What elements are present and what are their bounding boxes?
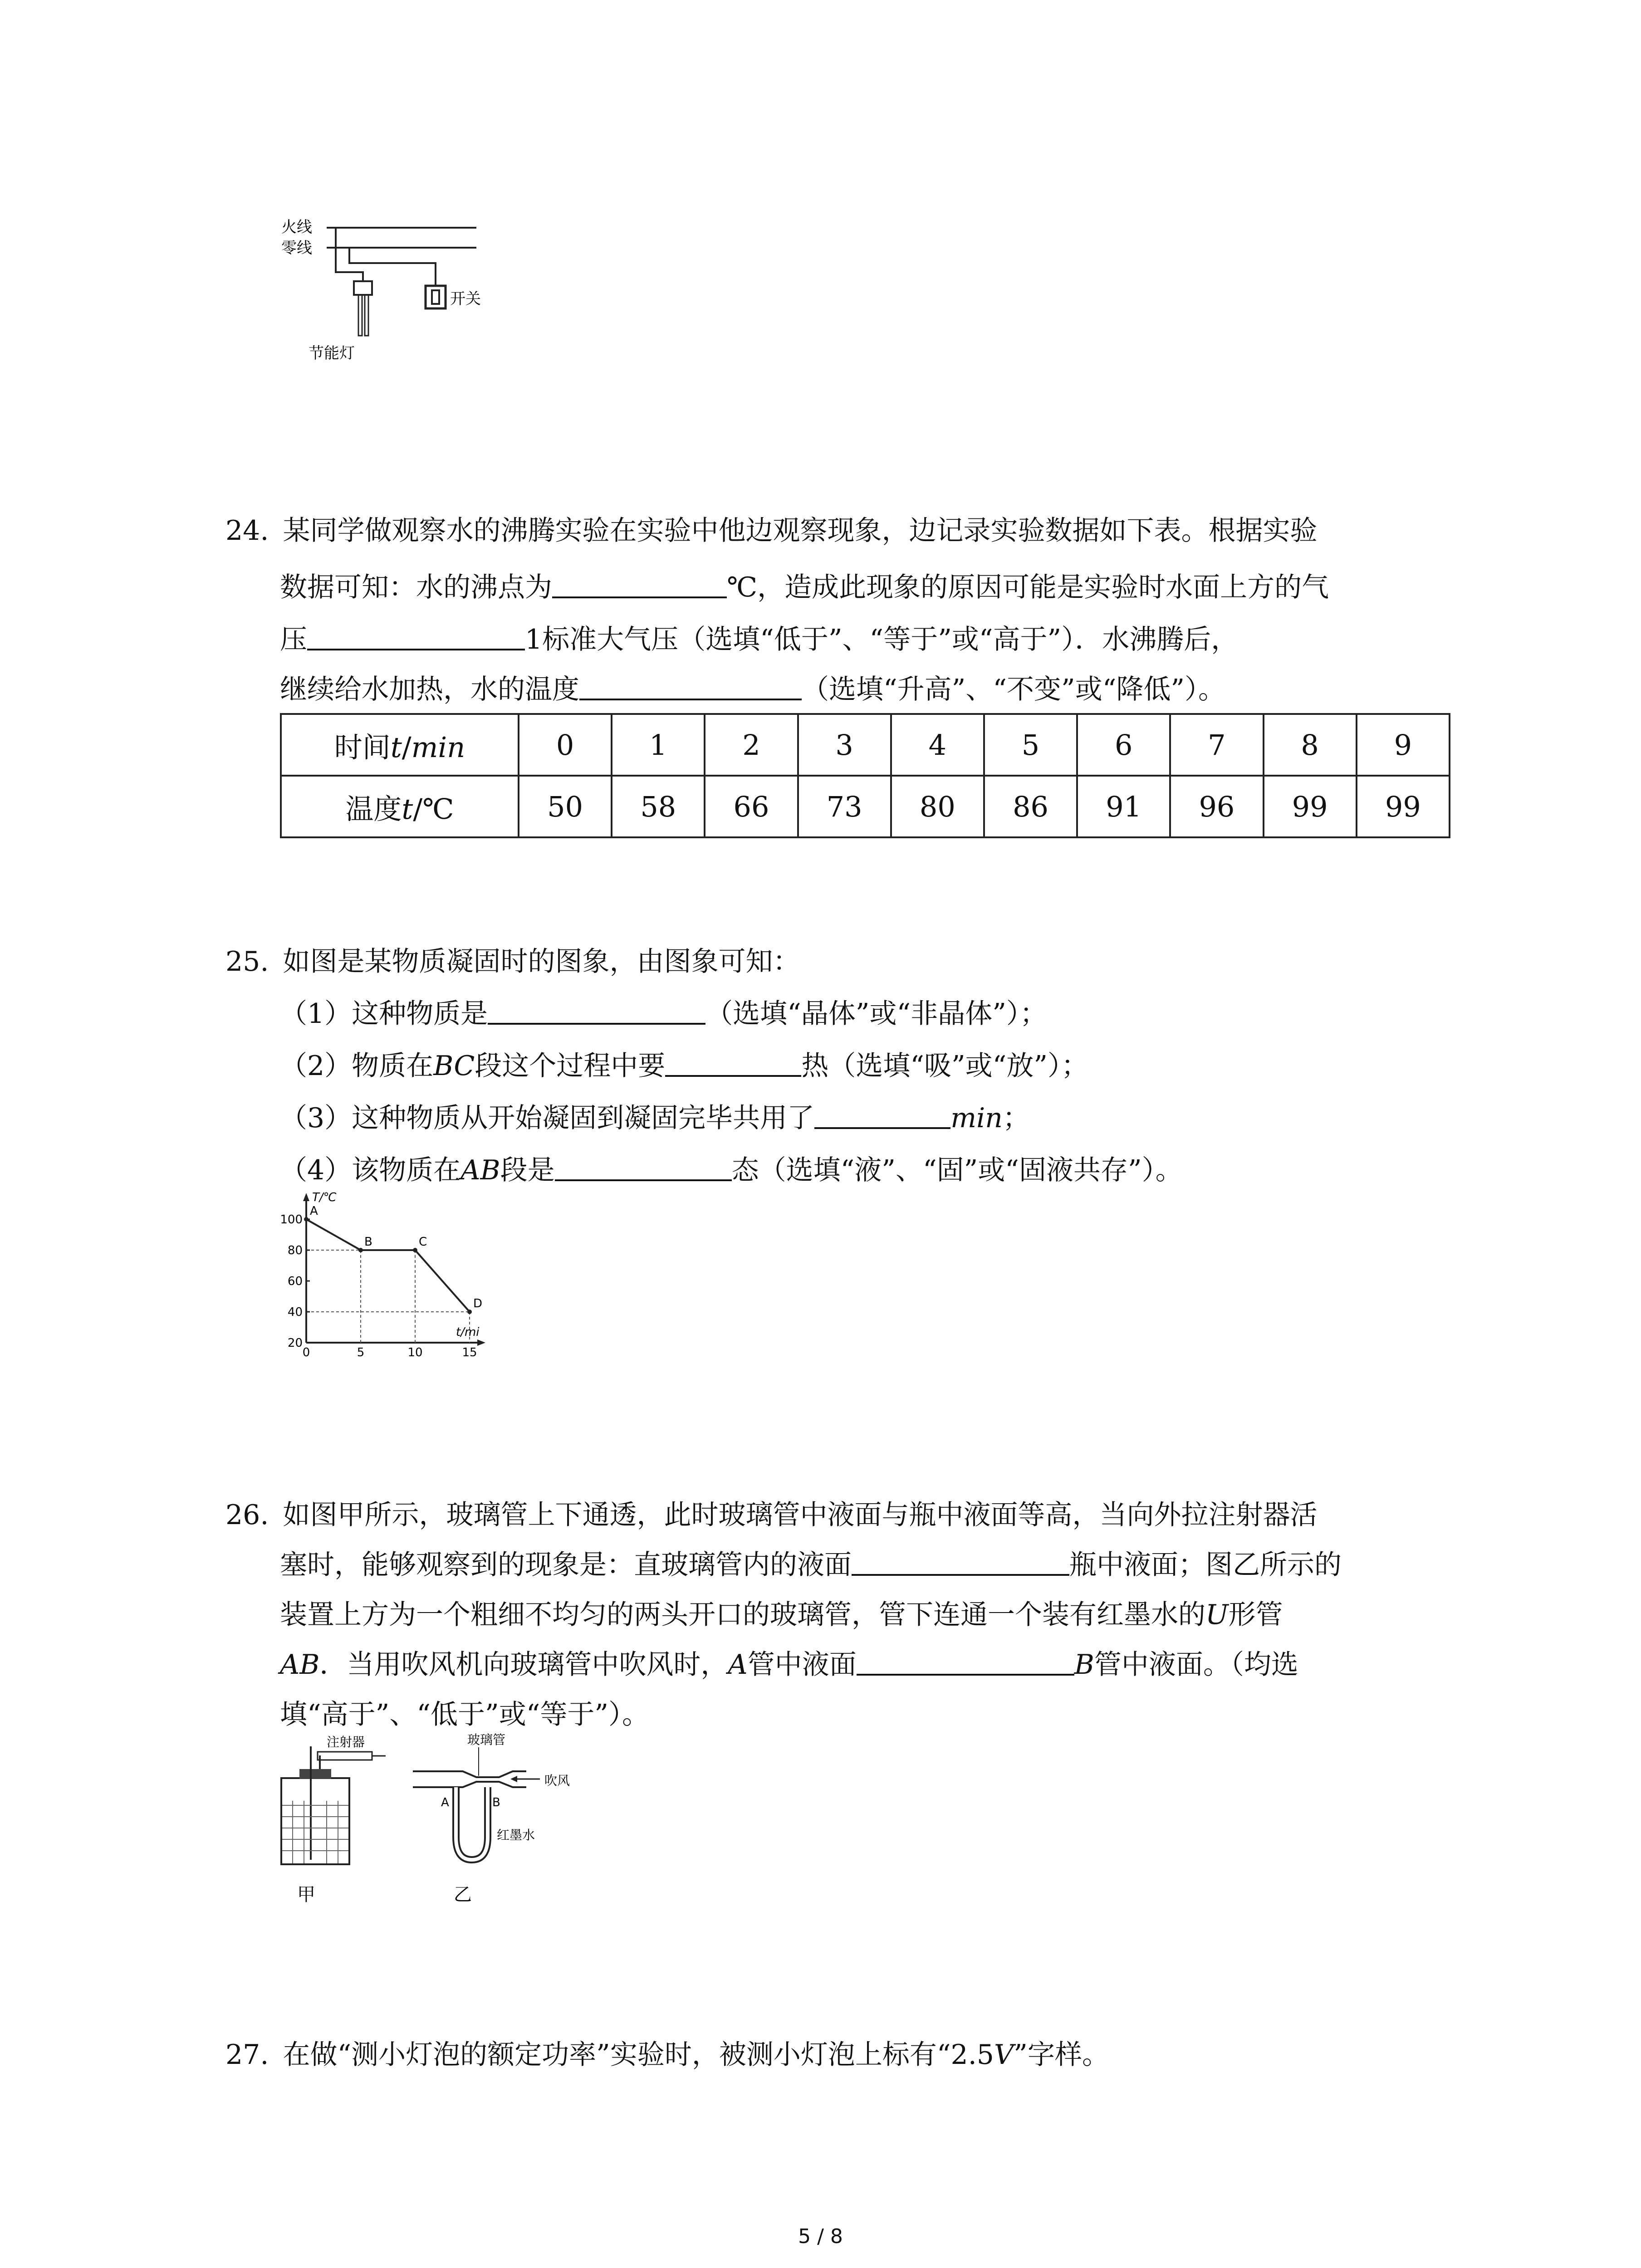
switch-label: 开关 (450, 290, 481, 308)
q26-text-3a: 装置上方为一个粗细不均匀的两头开口的玻璃管，管下连通一个装有红墨水的 (280, 1599, 1205, 1631)
y-tick-label: 60 (287, 1275, 303, 1288)
point-label: A (310, 1204, 318, 1218)
u-tube-icon (413, 1771, 540, 1860)
table-cell: 99 (1357, 776, 1450, 837)
q26-text-4b: ．当用吹风机向玻璃管中吹风时， (319, 1649, 728, 1681)
table-cell: 2 (705, 714, 798, 776)
table-cell: 4 (891, 714, 984, 776)
q27-text-v: V (994, 2039, 1014, 2071)
y-tick-label: 100 (280, 1213, 303, 1227)
q26-blank-1[interactable] (852, 1549, 1069, 1576)
q25-sub2-b: 段这个过程中要 (475, 1050, 666, 1082)
x-tick-label: 15 (462, 1346, 477, 1359)
q25-number: 25. (225, 946, 269, 978)
q26-text-3b: 形管 (1228, 1599, 1283, 1631)
x-tick-label: 10 (407, 1346, 423, 1359)
q26-text-5: 填“高于”、“低于”或“等于”）。 (280, 1699, 650, 1730)
q25-sub1-b: （选填“晶体”或“非晶体”）； (705, 998, 1047, 1030)
q25-sub3-unit: min (950, 1102, 1003, 1134)
q26-text-4a: AB (280, 1649, 320, 1681)
table-cell: 0 (519, 714, 612, 776)
point-label: D (473, 1297, 483, 1310)
x-tick-label: 5 (357, 1346, 365, 1359)
q25-blank-1[interactable] (488, 997, 705, 1025)
q26-text-3u: U (1205, 1599, 1229, 1631)
q25-sub2-a: （2）物质在 (280, 1050, 434, 1082)
q24-text-4a: 继续给水加热，水的温度 (280, 674, 579, 705)
point-label: C (419, 1235, 427, 1249)
table-cell: 9 (1357, 714, 1450, 776)
q25-blank-3[interactable] (814, 1102, 950, 1129)
table-cell: 8 (1264, 714, 1357, 776)
q27-text-b: ”字样。 (1014, 2039, 1109, 2071)
table-cell: 50 (519, 776, 612, 837)
q27-number: 27. (225, 2039, 269, 2071)
table-cell: 3 (798, 714, 891, 776)
q26-text-4f: 管中液面。（均选 (1094, 1649, 1298, 1681)
q26-text-4d: 管中液面 (747, 1649, 857, 1681)
table-cell: 80 (891, 776, 984, 837)
table-cell: 66 (705, 776, 798, 837)
bottle-syringe-icon (281, 1746, 386, 1864)
y-axis-label: T/℃ (312, 1191, 337, 1204)
table-cell: 7 (1170, 714, 1263, 776)
switch-icon (426, 286, 446, 308)
solidification-chart (272, 1188, 508, 1361)
q25-blank-4[interactable] (555, 1154, 732, 1181)
y-tick-label: 80 (287, 1244, 303, 1257)
tube-b-label: B (492, 1796, 500, 1809)
q24-text-3a: 压 (280, 624, 307, 655)
table-row (281, 776, 1450, 837)
table-cell: 5 (984, 714, 1077, 776)
question-27 (225, 2037, 1109, 2073)
data-point (467, 1310, 472, 1314)
q25-sub3-a: （3）这种物质从开始凝固到凝固完毕共用了 (280, 1102, 815, 1134)
q25-sub4-b: 段是 (500, 1154, 555, 1186)
q26-text-2a: 塞时，能够观察到的现象是：直玻璃管内的液面 (280, 1549, 852, 1581)
q24-text-3b: 1标准大气压（选填“低于”、“等于”或“高于”）．水沸腾后， (525, 624, 1239, 655)
data-point (358, 1248, 363, 1252)
q26-text-2b: 瓶中液面；图乙所示的 (1069, 1549, 1342, 1581)
temp-header: 温度t/℃ (281, 776, 519, 837)
lamp-icon (354, 281, 372, 295)
q24-text-4b: （选填“升高”、“不变”或“降低”）。 (802, 674, 1226, 705)
glass-tube-label: 玻璃管 (467, 1732, 506, 1747)
table-cell: 58 (612, 776, 705, 837)
q24-blank-pressure[interactable] (307, 623, 525, 650)
q24-number: 24. (225, 515, 269, 547)
fig-jia-label: 甲 (297, 1884, 315, 1905)
page-number: 5 / 8 (798, 2225, 843, 2248)
q25-sub4-c: 态（选填“液”、“固”或“固液共存”）。 (731, 1154, 1183, 1186)
y-tick-label: 40 (287, 1305, 303, 1319)
q25-blank-2[interactable] (665, 1050, 801, 1077)
q25-sub4-a: （4）该物质在 (280, 1154, 461, 1186)
table-cell: 73 (798, 776, 891, 837)
red-ink-label: 红墨水 (497, 1828, 535, 1843)
table-cell: 86 (984, 776, 1077, 837)
q27-text-a: 在做“测小灯泡的额定功率”实验时，被测小灯泡上标有“2.5 (283, 2039, 994, 2071)
q25-text-1: 如图是某物质凝固时的图象，由图象可知： (283, 946, 800, 978)
data-point (413, 1248, 417, 1252)
table-cell: 6 (1077, 714, 1170, 776)
q25-sub1-a: （1）这种物质是 (280, 998, 488, 1030)
x-axis-label: t/mi (456, 1325, 480, 1339)
point-label: B (364, 1235, 372, 1249)
q24-blank-boiling-point[interactable] (552, 571, 727, 598)
q26-blank-2[interactable] (857, 1648, 1074, 1676)
q24-text-1: 某同学做观察水的沸腾实验在实验中他边观察现象，边记录实验数据如下表。根据实验 (283, 515, 1318, 547)
tube-a-label: A (441, 1796, 449, 1809)
boiling-data-table (280, 713, 1450, 838)
apparatus-figure (272, 1728, 617, 1910)
data-point (304, 1217, 309, 1222)
q26-text-1: 如图甲所示，玻璃管上下通透，此时玻璃管中液面与瓶中液面等高，当向外拉注射器活 (283, 1499, 1318, 1531)
q25-sub3-c: ； (1002, 1102, 1030, 1134)
q24-text-2b: ℃，造成此现象的原因可能是实验时水面上方的气 (727, 572, 1329, 603)
blow-label: 吹风 (544, 1773, 570, 1788)
q25-sub4-ab: AB (460, 1154, 500, 1186)
q24-text-2a: 数据可知：水的沸点为 (280, 572, 552, 603)
q25-sub2-c: 热（选填“吸”或“放”）； (801, 1050, 1089, 1082)
neutral-wire-label: 零线 (281, 239, 312, 257)
q26-text-4e: B (1074, 1649, 1094, 1681)
lamp-label: 节能灯 (309, 344, 355, 362)
q26-number: 26. (225, 1499, 269, 1531)
table-cell: 91 (1077, 776, 1170, 837)
series-line (306, 1219, 470, 1312)
q26-text-4c: A (728, 1649, 748, 1681)
x-tick-label: 0 (302, 1346, 310, 1359)
time-header: 时间t/min (281, 714, 519, 776)
table-row (281, 714, 1450, 776)
q24-blank-temperature[interactable] (579, 673, 802, 700)
table-cell: 1 (612, 714, 705, 776)
syringe-label: 注射器 (327, 1735, 365, 1750)
circuit-figure (272, 213, 526, 376)
table-cell: 96 (1170, 776, 1263, 837)
fig-yi-label: 乙 (454, 1884, 472, 1905)
table-cell: 99 (1264, 776, 1357, 837)
live-wire-label: 火线 (281, 218, 312, 236)
q25-sub2-bc: BC (433, 1050, 475, 1082)
y-tick-label: 20 (287, 1336, 303, 1350)
